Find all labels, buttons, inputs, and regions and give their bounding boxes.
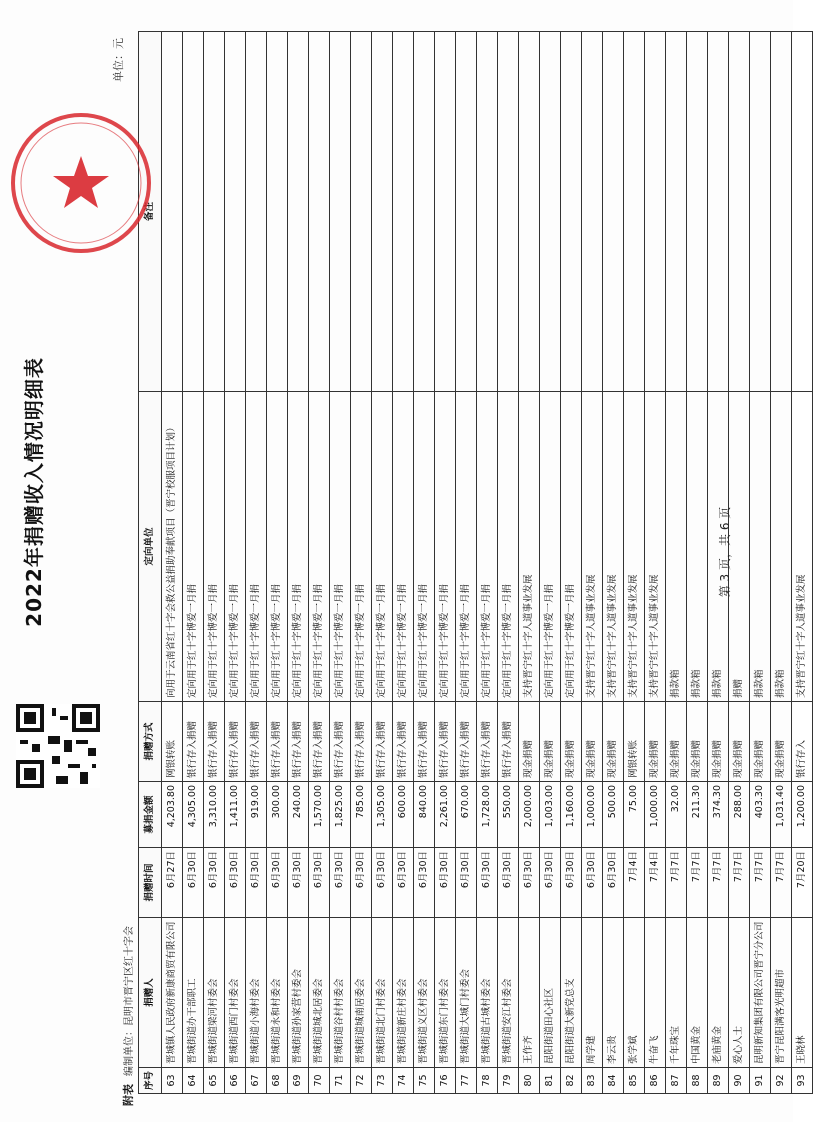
- cell-method: 网银转账: [624, 701, 645, 781]
- cell-direction: 捐款箱: [708, 391, 729, 701]
- cell-donor: 晋城街道谷村村委会: [330, 917, 351, 1067]
- cell-method: 银行存入捐赠: [393, 701, 414, 781]
- table-row: [603, 31, 624, 1093]
- table-row: [456, 31, 477, 1093]
- cell-amount: 288.00: [729, 781, 750, 847]
- cell-method: 银行存入捐赠: [498, 701, 519, 781]
- cell-date: 7月7日: [771, 847, 792, 917]
- cell-method: 现金捐赠: [750, 701, 771, 781]
- cell-donor: 晋城街道义区村委会: [414, 917, 435, 1067]
- cell-direction: 定向用于红十字博爱一月捐: [330, 391, 351, 701]
- cell-note: [519, 31, 540, 391]
- cell-direction: 定向用于红十字博爱一月捐: [435, 391, 456, 701]
- unit-label: 单位：元: [112, 38, 125, 82]
- cell-direction: 支持晋宁红十字人道事业发展: [603, 391, 624, 701]
- cell-method: 现金捐赠: [645, 701, 666, 781]
- cell-amount: 3,310.00: [204, 781, 225, 847]
- cell-no: 71: [330, 1067, 351, 1093]
- cell-method: 现金捐赠: [708, 701, 729, 781]
- cell-donor: 昆阳街道田心社区: [540, 917, 561, 1067]
- cell-amount: 1,825.00: [330, 781, 351, 847]
- table-row: [687, 31, 708, 1093]
- cell-direction: 定向用于红十字博爱一月捐: [246, 391, 267, 701]
- cell-direction: 定向用于红十字博爱一月捐: [267, 391, 288, 701]
- cell-donor: 周学建: [582, 917, 603, 1067]
- cell-direction: 定向用于红十字博爱一月捐: [456, 391, 477, 701]
- cell-amount: 1,305.00: [372, 781, 393, 847]
- cell-donor: 晋城街道新庄村委会: [393, 917, 414, 1067]
- page-number: 第 3 页，共 6 页: [718, 506, 732, 598]
- cell-method: 现金捐赠: [687, 701, 708, 781]
- cell-donor: 中国黄金: [687, 917, 708, 1067]
- cell-date: 7月7日: [708, 847, 729, 917]
- cell-method: 银行存入捐赠: [246, 701, 267, 781]
- red-seal-stamp: [6, 108, 156, 258]
- cell-donor: 晋城街道孙家营村委会: [288, 917, 309, 1067]
- cell-donor: 晋城街道小海村委会: [246, 917, 267, 1067]
- cell-direction: 支持晋宁红十字人道事业发展: [519, 391, 540, 701]
- cell-method: 银行存入捐赠: [267, 701, 288, 781]
- cell-note: [183, 31, 204, 391]
- cell-direction: 定向用于红十字博爱一月捐: [540, 391, 561, 701]
- table-row: [645, 31, 666, 1093]
- cell-donor: 晋城街道古城村委会: [477, 917, 498, 1067]
- cell-date: 6月30日: [540, 847, 561, 917]
- table-row: [750, 31, 771, 1093]
- table-row: [288, 31, 309, 1093]
- cell-donor: 晋城街道永和村委会: [267, 917, 288, 1067]
- cell-amount: 4,305.00: [183, 781, 204, 847]
- cell-donor: 牛奋飞: [645, 917, 666, 1067]
- cell-donor: 王作齐: [519, 917, 540, 1067]
- cell-method: 银行存入捐赠: [288, 701, 309, 781]
- header-note: 备注: [139, 31, 162, 391]
- cell-no: 93: [792, 1067, 813, 1093]
- cell-method: 现金捐赠: [603, 701, 624, 781]
- cell-no: 75: [414, 1067, 435, 1093]
- cell-date: 6月30日: [372, 847, 393, 917]
- table-row: [771, 31, 792, 1093]
- table-row: [183, 31, 204, 1093]
- cell-donor: 晋宁昆阳满客光明超市: [771, 917, 792, 1067]
- table-row: [330, 31, 351, 1093]
- cell-date: 6月30日: [456, 847, 477, 917]
- header-time: 捐赠时间: [139, 847, 162, 917]
- cell-note: [603, 31, 624, 391]
- table-row: [351, 31, 372, 1093]
- cell-note: [750, 31, 771, 391]
- cell-direction: 定向用于红十字博爱一月捐: [309, 391, 330, 701]
- cell-amount: 1,411.00: [225, 781, 246, 847]
- cell-donor: 爱心人士: [729, 917, 750, 1067]
- cell-note: [771, 31, 792, 391]
- cell-method: 网银转账: [162, 701, 183, 781]
- cell-no: 67: [246, 1067, 267, 1093]
- cell-date: 7月20日: [792, 847, 813, 917]
- cell-note: [729, 31, 750, 391]
- cell-amount: 1,031.40: [771, 781, 792, 847]
- cell-no: 78: [477, 1067, 498, 1093]
- cell-donor: 昆阳街道大新党总支: [561, 917, 582, 1067]
- cell-no: 73: [372, 1067, 393, 1093]
- cell-direction: 定向用于红十字博爱一月捐: [393, 391, 414, 701]
- cell-no: 82: [561, 1067, 582, 1093]
- cell-direction: 捐赠: [729, 391, 750, 701]
- cell-note: [309, 31, 330, 391]
- cell-no: 90: [729, 1067, 750, 1093]
- cell-donor: 晋城街道北门村委会: [372, 917, 393, 1067]
- cell-donor: 晋城街道城北居委会: [309, 917, 330, 1067]
- table-row: [393, 31, 414, 1093]
- cell-direction: 定向用于红十字博爱一月捐: [351, 391, 372, 701]
- cell-donor: 晋城镇人民政府新康商贸有限公司: [162, 917, 183, 1067]
- cell-method: 现金捐赠: [666, 701, 687, 781]
- cell-note: [372, 31, 393, 391]
- cell-note: [246, 31, 267, 391]
- cell-no: 64: [183, 1067, 204, 1093]
- cell-amount: 500.00: [603, 781, 624, 847]
- cell-direction: 向用于云南省红十字会救公益捐助奉献项目（晋宁校服项目计划）: [162, 391, 183, 701]
- cell-date: 6月30日: [477, 847, 498, 917]
- cell-date: 7月7日: [729, 847, 750, 917]
- cell-direction: 定向用于红十字博爱一月捐: [372, 391, 393, 701]
- document-title: 2022年捐赠收入情况明细表: [22, 357, 46, 627]
- cell-note: [330, 31, 351, 391]
- cell-date: 6月30日: [309, 847, 330, 917]
- cell-direction: 定向用于红十字博爱一月捐: [225, 391, 246, 701]
- cell-no: 69: [288, 1067, 309, 1093]
- cell-amount: 600.00: [393, 781, 414, 847]
- cell-amount: 670.00: [456, 781, 477, 847]
- cell-no: 70: [309, 1067, 330, 1093]
- cell-date: 6月30日: [498, 847, 519, 917]
- cell-amount: 1,570.00: [309, 781, 330, 847]
- table-row: [162, 31, 183, 1093]
- cell-method: 银行存入: [792, 701, 813, 781]
- table-row: [204, 31, 225, 1093]
- cell-direction: 定向用于红十字博爱一月捐: [204, 391, 225, 701]
- cell-note: [456, 31, 477, 391]
- cell-direction: 定向用于红十字博爱一月捐: [561, 391, 582, 701]
- header-no: 序号: [139, 1067, 162, 1093]
- cell-note: [435, 31, 456, 391]
- header-method: 捐赠方式: [139, 701, 162, 781]
- table-body: [162, 31, 813, 1093]
- cell-date: 6月30日: [603, 847, 624, 917]
- cell-date: 6月30日: [267, 847, 288, 917]
- cell-date: 7月4日: [645, 847, 666, 917]
- cell-amount: 919.00: [246, 781, 267, 847]
- cell-amount: 1,000.00: [582, 781, 603, 847]
- cell-note: [288, 31, 309, 391]
- qr-code: [16, 704, 100, 788]
- cell-no: 84: [603, 1067, 624, 1093]
- cell-no: 86: [645, 1067, 666, 1093]
- cell-amount: 1,728.00: [477, 781, 498, 847]
- cell-no: 65: [204, 1067, 225, 1093]
- cell-donor: 千年珠宝: [666, 917, 687, 1067]
- cell-note: [582, 31, 603, 391]
- cell-amount: 403.30: [750, 781, 771, 847]
- cell-date: 6月30日: [519, 847, 540, 917]
- cell-no: 72: [351, 1067, 372, 1093]
- header-direction: 定向单位: [139, 391, 162, 701]
- cell-date: 6月30日: [351, 847, 372, 917]
- cell-donor: 晋城街道西门村委会: [225, 917, 246, 1067]
- cell-note: [708, 31, 729, 391]
- cell-date: 6月30日: [393, 847, 414, 917]
- cell-amount: 374.30: [708, 781, 729, 847]
- table-row: [666, 31, 687, 1093]
- cell-direction: 捐款箱: [687, 391, 708, 701]
- cell-note: [540, 31, 561, 391]
- cell-amount: 240.00: [288, 781, 309, 847]
- table-row: [372, 31, 393, 1093]
- cell-direction: 定向用于红十字博爱一月捐: [183, 391, 204, 701]
- cell-amount: 1,200.00: [792, 781, 813, 847]
- cell-note: [225, 31, 246, 391]
- cell-amount: 1,003.00: [540, 781, 561, 847]
- attachment-label: 附表: [122, 1084, 135, 1106]
- cell-donor: 王晓林: [792, 917, 813, 1067]
- cell-direction: 捐款箱: [666, 391, 687, 701]
- cell-method: 银行存入捐赠: [456, 701, 477, 781]
- cell-amount: 1,160.00: [561, 781, 582, 847]
- cell-no: 63: [162, 1067, 183, 1093]
- header-name: 捐赠人: [139, 917, 162, 1067]
- cell-method: 现金捐赠: [771, 701, 792, 781]
- cell-no: 80: [519, 1067, 540, 1093]
- cell-method: 银行存入捐赠: [372, 701, 393, 781]
- cell-no: 91: [750, 1067, 771, 1093]
- cell-donor: 晋城街道办干部职工: [183, 917, 204, 1067]
- cell-amount: 4,203.80: [162, 781, 183, 847]
- table-row: [225, 31, 246, 1093]
- cell-method: 银行存入捐赠: [414, 701, 435, 781]
- cell-direction: 支持晋宁红十字人道事业发展: [582, 391, 603, 701]
- cell-date: 7月4日: [624, 847, 645, 917]
- cell-donor: 晋城街道城南居委会: [351, 917, 372, 1067]
- cell-no: 87: [666, 1067, 687, 1093]
- cell-date: 6月30日: [435, 847, 456, 917]
- cell-date: 6月30日: [246, 847, 267, 917]
- table-row: [561, 31, 582, 1093]
- header-amount: 募捐金额: [139, 781, 162, 847]
- cell-method: 银行存入捐赠: [477, 701, 498, 781]
- cell-note: [624, 31, 645, 391]
- cell-date: 7月7日: [687, 847, 708, 917]
- cell-date: 6月30日: [183, 847, 204, 917]
- cell-no: 66: [225, 1067, 246, 1093]
- cell-amount: 75.00: [624, 781, 645, 847]
- cell-date: 7月7日: [750, 847, 771, 917]
- cell-note: [645, 31, 666, 391]
- cell-no: 81: [540, 1067, 561, 1093]
- cell-method: 银行存入捐赠: [183, 701, 204, 781]
- cell-note: [393, 31, 414, 391]
- table-row: [414, 31, 435, 1093]
- cell-amount: 840.00: [414, 781, 435, 847]
- cell-donor: 张学斌: [624, 917, 645, 1067]
- cell-note: [687, 31, 708, 391]
- table-row: [582, 31, 603, 1093]
- cell-method: 银行存入捐赠: [435, 701, 456, 781]
- cell-direction: 捐款箱: [750, 391, 771, 701]
- cell-no: 88: [687, 1067, 708, 1093]
- cell-direction: 支持晋宁红十字人道事业发展: [792, 391, 813, 701]
- cell-note: [561, 31, 582, 391]
- cell-no: 92: [771, 1067, 792, 1093]
- cell-direction: 定向用于红十字博爱一月捐: [477, 391, 498, 701]
- cell-donor: 李云贵: [603, 917, 624, 1067]
- donation-table: [138, 31, 813, 1094]
- cell-no: 74: [393, 1067, 414, 1093]
- cell-no: 89: [708, 1067, 729, 1093]
- cell-donor: 昆明新知集团有限公司晋宁分公司: [750, 917, 771, 1067]
- cell-date: 6月30日: [561, 847, 582, 917]
- cell-note: [498, 31, 519, 391]
- cell-date: 6月30日: [225, 847, 246, 917]
- cell-method: 银行存入捐赠: [351, 701, 372, 781]
- cell-donor: 晋城街道安江村委会: [498, 917, 519, 1067]
- compiler-label: 编制单位：昆明市晋宁区红十字会: [124, 926, 135, 1076]
- table-row: [624, 31, 645, 1093]
- cell-direction: 定向用于红十字博爱一月捐: [288, 391, 309, 701]
- cell-date: 6月30日: [414, 847, 435, 917]
- cell-no: 68: [267, 1067, 288, 1093]
- cell-method: 现金捐赠: [561, 701, 582, 781]
- cell-amount: 211.30: [687, 781, 708, 847]
- cell-no: 77: [456, 1067, 477, 1093]
- table-row: [267, 31, 288, 1093]
- cell-method: 现金捐赠: [582, 701, 603, 781]
- cell-method: 银行存入捐赠: [309, 701, 330, 781]
- table-row: [498, 31, 519, 1093]
- cell-no: 76: [435, 1067, 456, 1093]
- table-row: [540, 31, 561, 1093]
- cell-direction: 支持晋宁红十字人道事业发展: [645, 391, 666, 701]
- cell-donor: 老庙黄金: [708, 917, 729, 1067]
- cell-direction: 定向用于红十字博爱一月捐: [414, 391, 435, 701]
- cell-note: [162, 31, 183, 391]
- table-row: [519, 31, 540, 1093]
- table-row: [309, 31, 330, 1093]
- cell-no: 83: [582, 1067, 603, 1093]
- cell-method: 银行存入捐赠: [204, 701, 225, 781]
- cell-direction: 支持晋宁红十字人道事业发展: [624, 391, 645, 701]
- cell-note: [267, 31, 288, 391]
- cell-method: 现金捐赠: [519, 701, 540, 781]
- table-row: [792, 31, 813, 1093]
- cell-no: 85: [624, 1067, 645, 1093]
- cell-note: [477, 31, 498, 391]
- cell-amount: 300.00: [267, 781, 288, 847]
- cell-method: 银行存入捐赠: [225, 701, 246, 781]
- table-row: [246, 31, 267, 1093]
- cell-method: 现金捐赠: [729, 701, 750, 781]
- cell-note: [666, 31, 687, 391]
- table-row: [477, 31, 498, 1093]
- cell-note: [414, 31, 435, 391]
- cell-amount: 2,261.00: [435, 781, 456, 847]
- cell-date: 6月30日: [204, 847, 225, 917]
- cell-direction: 定向用于红十字博爱一月捐: [498, 391, 519, 701]
- cell-amount: 2,000.00: [519, 781, 540, 847]
- cell-date: 6月30日: [330, 847, 351, 917]
- cell-donor: 晋城街道梁河村委会: [204, 917, 225, 1067]
- cell-note: [204, 31, 225, 391]
- cell-donor: 晋城街道东门村委会: [435, 917, 456, 1067]
- cell-donor: 晋城街道大城门村委会: [456, 917, 477, 1067]
- cell-date: 6月30日: [582, 847, 603, 917]
- cell-amount: 785.00: [351, 781, 372, 847]
- cell-method: 现金捐赠: [540, 701, 561, 781]
- cell-date: 6月27日: [162, 847, 183, 917]
- cell-date: 7月7日: [666, 847, 687, 917]
- cell-method: 银行存入捐赠: [330, 701, 351, 781]
- cell-note: [351, 31, 372, 391]
- table-row: [435, 31, 456, 1093]
- cell-amount: 32.00: [666, 781, 687, 847]
- cell-note: [792, 31, 813, 391]
- cell-direction: 捐款箱: [771, 391, 792, 701]
- cell-date: 6月30日: [288, 847, 309, 917]
- cell-amount: 550.00: [498, 781, 519, 847]
- cell-no: 79: [498, 1067, 519, 1093]
- cell-amount: 1,000.00: [645, 781, 666, 847]
